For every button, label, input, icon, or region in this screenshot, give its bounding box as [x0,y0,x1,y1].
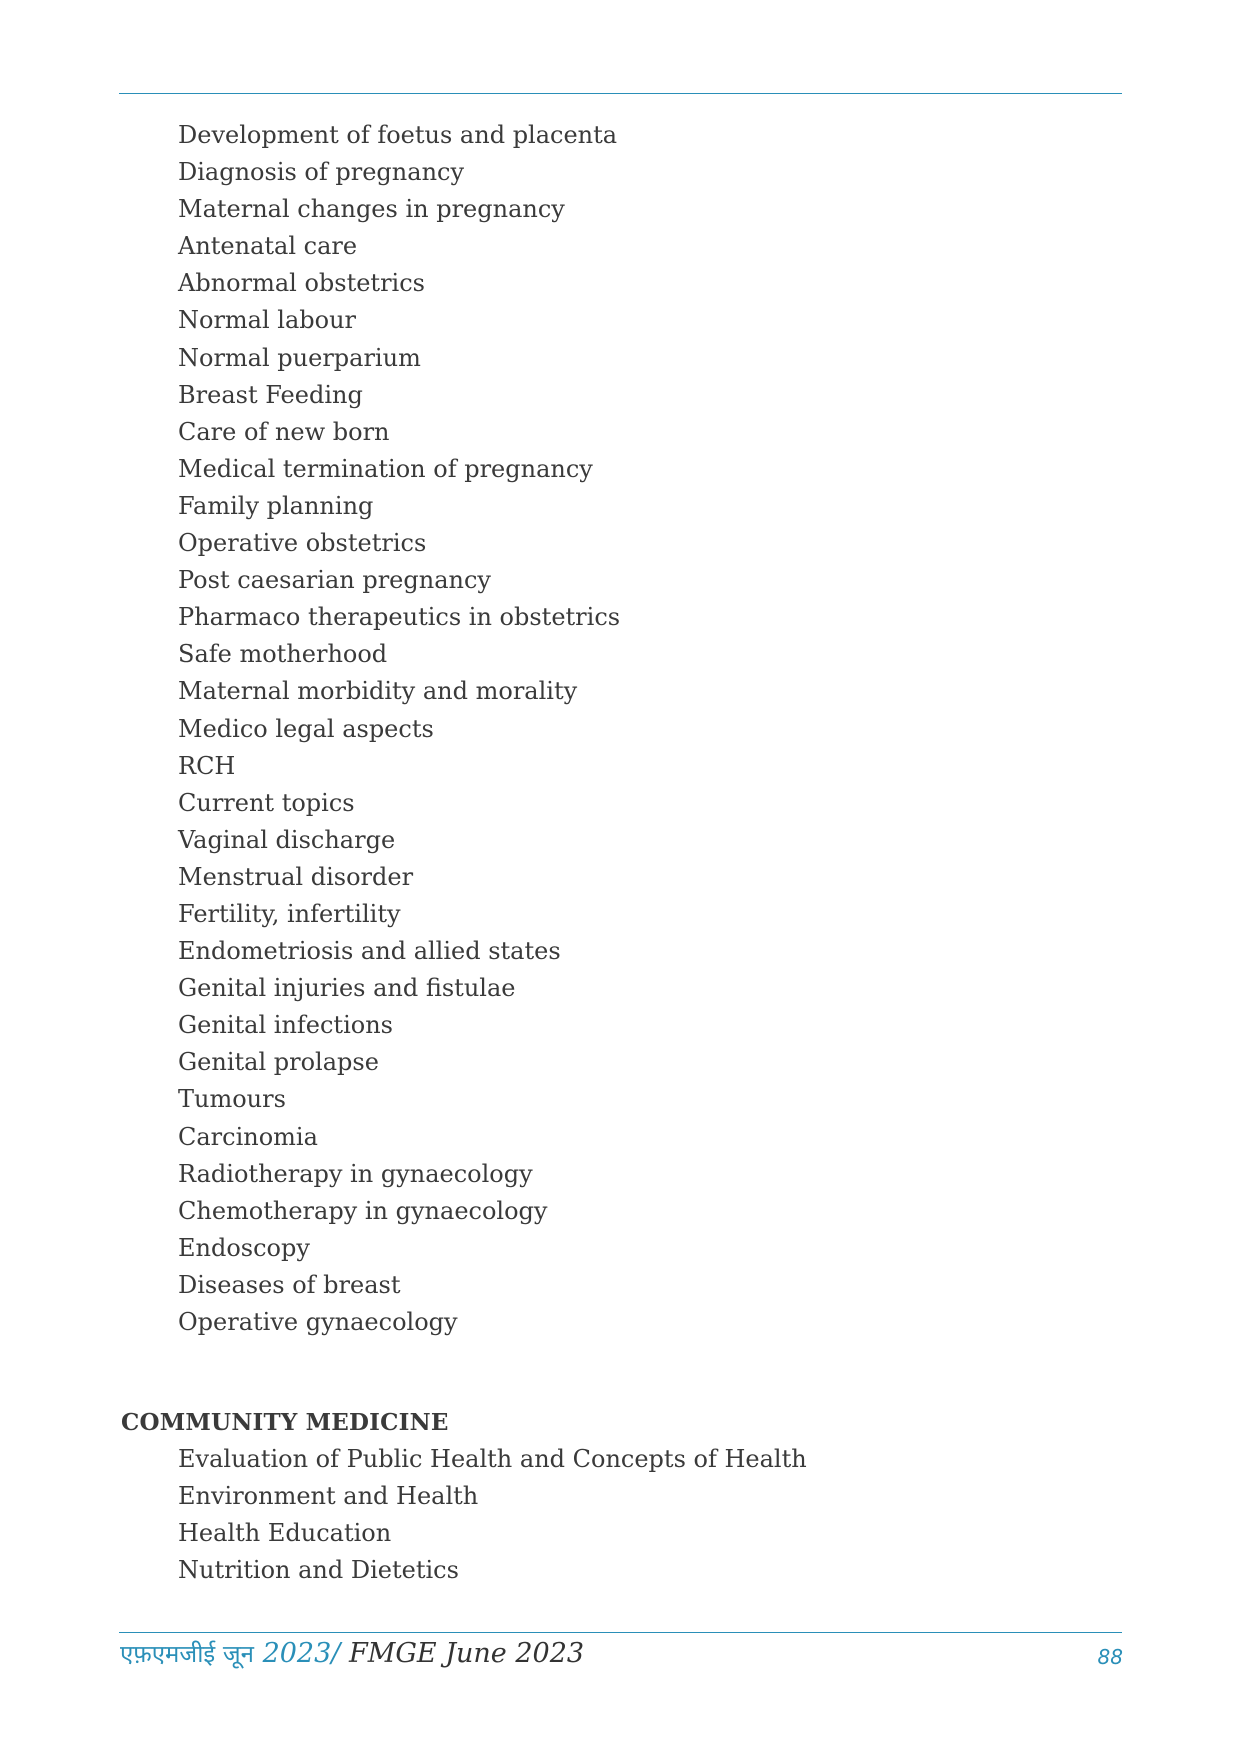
topic-item: Genital infections [178,1011,393,1040]
topic-item: Antenatal care [178,232,358,261]
topic-item: RCH [178,751,236,780]
topic-item: Medical termination of pregnancy [178,454,593,483]
topic-item: Family planning [178,491,374,520]
topic-item: Vaginal discharge [178,825,396,854]
topic-item: Operative gynaecology [178,1308,458,1336]
page-number: 88 [1097,1645,1123,1669]
community-medicine-topic-item: Nutrition and Dietetics [178,1556,459,1585]
topic-item: Operative obstetrics [178,529,427,558]
topic-item: Radiotherapy in gynaecology [178,1159,533,1188]
topic-item: Breast Feeding [178,380,363,409]
topic-item: Genital prolapse [178,1048,379,1077]
topic-item: Current topics [178,788,355,817]
topic-item: Fertility, infertility [178,899,401,928]
topic-item: Menstrual disorder [178,862,414,891]
topic-item: Normal puerparium [178,343,421,372]
footer-title [120,1634,584,1674]
topic-item: Maternal changes in pregnancy [178,195,565,224]
section-heading-community-medicine: COMMUNITY MEDICINE [121,1409,449,1436]
topic-item: Diseases of breast [178,1270,401,1299]
topic-item: Development of foetus and placenta [178,121,618,149]
topic-item: Maternal morbidity and morality [178,677,578,706]
topic-item: Genital injuries and fistulae [178,974,516,1003]
footer-year: 2023/ [262,1638,341,1669]
topic-item: Carcinomia [178,1122,318,1151]
topic-item: Medico legal aspects [178,714,434,743]
topic-item: Safe motherhood [178,640,388,669]
community-medicine-topic-item: Environment and Health [178,1482,479,1511]
community-medicine-topic-item: Evaluation of Public Health and Concepts of Health [178,1445,807,1473]
footer-hindi-title: एफ़एमजीई जून [120,1640,254,1668]
footer-rule [119,1632,1122,1633]
topic-item: Post caesarian pregnancy [178,566,491,595]
community-medicine-topic-item: Health Education [178,1519,392,1548]
topic-item: Pharmaco therapeutics in obstetrics [178,603,621,632]
topic-item: Abnormal obstetrics [178,269,425,298]
header-rule [119,93,1122,94]
topic-item: Chemotherapy in gynaecology [178,1196,548,1225]
topic-item: Endometriosis and allied states [178,937,561,966]
obstetrics-topic-list [178,117,620,1341]
topic-item: Normal labour [178,306,357,335]
topic-item: Tumours [178,1085,286,1114]
topic-item: Endoscopy [178,1233,310,1262]
topic-item: Care of new born [178,417,390,446]
topic-item: Diagnosis of pregnancy [178,158,465,187]
community-medicine-topic-list [178,1441,807,1589]
footer-english-title: FMGE June 2023 [348,1638,585,1669]
